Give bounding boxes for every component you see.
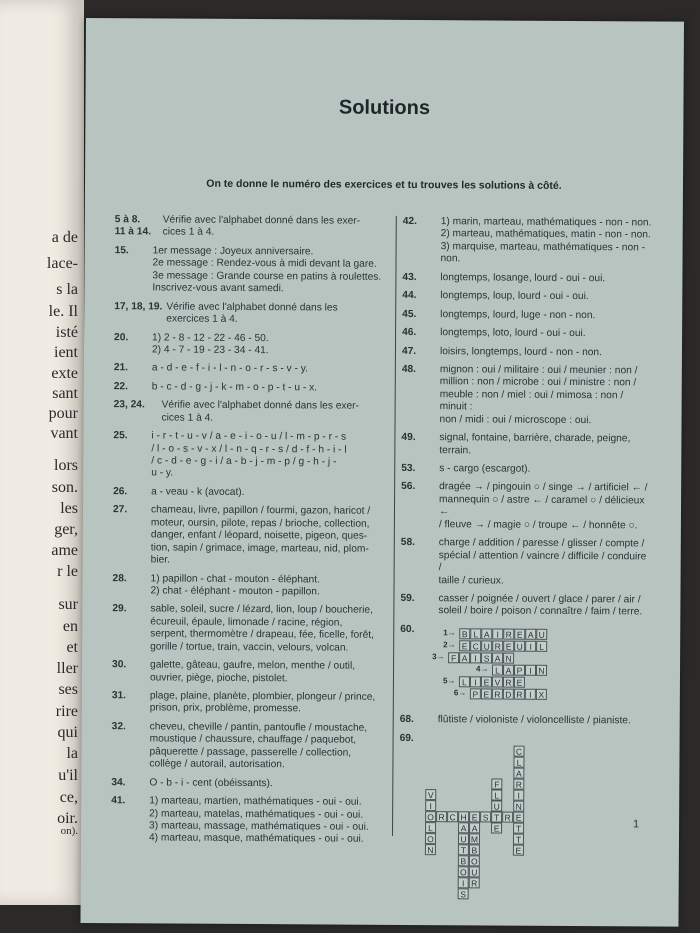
grid-cell: L [536, 641, 547, 652]
solution-entry [402, 364, 652, 428]
page-number: 1 [632, 818, 640, 831]
solution-entry [114, 245, 386, 296]
grid-row-label: 5→ [442, 676, 456, 686]
exercise-number: 49. [401, 432, 416, 444]
grid-row-label: 1→ [443, 628, 456, 638]
left-page-text-fragment: r le [57, 563, 78, 580]
left-page-text-fragment: ce, [59, 789, 78, 806]
solution-text: galette, gâteau, gaufre, melon, menthe / outil, ouvrier, piège, pioche, pistolet. [149, 659, 356, 684]
solution-text: flûtiste / violoniste / violoncelliste / pianiste. [437, 714, 631, 727]
exercise-number: 45. [402, 308, 417, 320]
exercise-number: 34. [111, 776, 126, 788]
grid-cell: E [459, 641, 470, 652]
solution-entry [402, 272, 652, 286]
exercise-number: 5 à 8. 11 à 14. [114, 214, 151, 238]
grid-cell: F [448, 652, 459, 663]
grid-cell: R [492, 689, 503, 700]
grid-cell: B [458, 855, 469, 866]
left-page-text-fragment: lace- [46, 255, 78, 272]
solution-entry [401, 432, 651, 458]
solution-entry [114, 381, 386, 395]
grid-cell: E [469, 811, 480, 822]
left-page-text-fragment: qui [57, 724, 78, 741]
grid-cell: P [514, 665, 525, 676]
left-page-text-fragment: exte [51, 365, 78, 382]
exercise-number: 60. [400, 623, 415, 635]
grid-cell: H [458, 811, 469, 822]
grid-cell: T [513, 823, 524, 834]
grid-cell: R [503, 677, 514, 688]
solution-entry [114, 301, 386, 328]
left-page-text-fragment: vant [50, 425, 78, 442]
exercise-number: 43. [402, 271, 417, 283]
grid-cell: L [513, 757, 524, 768]
grid-cell: I [425, 800, 436, 811]
left-page-text-fragment: rire [55, 703, 78, 720]
solution-text: cheveu, cheville / pantin, pantoufle / moustache, moustique / chaussure, chauffage / paquebot, pâquerette / passage, passerelle / collection, collège / autorail, autorisation. [149, 721, 368, 771]
intro-text: On te donne le numéro des exercices et tu trouves les solutions à côté. [206, 177, 562, 192]
grid-cell: E [503, 641, 514, 652]
grid-row-label: 2→ [443, 640, 456, 650]
exercise-number: 53. [401, 462, 416, 475]
grid-cell: O [425, 833, 436, 844]
exercise-number: 47. [401, 345, 417, 357]
solution-entry [402, 309, 652, 323]
grid-cell: S [458, 888, 469, 899]
solution-entry [113, 486, 385, 500]
solution-text: 1) 2 - 8 - 12 - 22 - 46 - 50. 2) 4 - 7 - 19 - 23 - 34 - 41. [151, 331, 269, 357]
left-page-text-fragment: la [66, 745, 78, 762]
grid-cell: A [481, 629, 492, 640]
grid-row-label: 3→ [432, 652, 445, 662]
grid-cell: I [492, 629, 503, 640]
exercise-number: 17, 18, 19. [114, 300, 163, 313]
exercise-number: 31. [111, 690, 127, 702]
grid-cell: A [469, 822, 480, 833]
grid-cell: O [458, 866, 469, 877]
solution-entry [113, 430, 385, 481]
solution-entry [111, 721, 383, 772]
exercise-number: 15. [114, 245, 129, 257]
grid-cell: N [425, 844, 436, 855]
exercise-number: 59. [400, 592, 415, 604]
grid-cell: R [492, 641, 503, 652]
left-page-text-fragment: son. [51, 479, 78, 496]
solution-text: longtemps, loto, lourd - oui - oui. [440, 327, 586, 340]
grid-cell: U [514, 641, 525, 652]
exercise-number: 20. [114, 331, 129, 343]
grid-cell: E [481, 677, 492, 688]
exercise-number: 48. [401, 363, 417, 375]
left-column [111, 214, 387, 852]
right-column [399, 216, 653, 917]
grid-cell: R [502, 812, 513, 823]
exercise-number: 23, 24. [113, 399, 145, 411]
exercise-number: 68. [399, 714, 414, 726]
grid-cell: N [503, 653, 514, 664]
left-page-text-fragment: isté [55, 324, 78, 341]
solution-text: 1) marin, marteau, mathématiques - non - non. 2) marteau, mathématiques, matin - non - non. 3) marquise, marteau, mathématiques - non - non. [440, 216, 652, 265]
grid-cell: R [469, 877, 480, 888]
solution-text: 1er message : Joyeux anniversaire. 2e message : Rendez-vous à midi devant la gare. 3e message : Grande course en patins à roulettes. Inscrivez-vous avant samedi. [152, 245, 382, 295]
left-page-text-fragment: le. Il [48, 303, 78, 320]
solution-entry [401, 463, 651, 477]
grid-cell: I [458, 877, 469, 888]
grid-cell: U [536, 629, 547, 640]
solution-text: O - b - i - cent (obéissants). [149, 777, 273, 789]
left-page-text-fragment: ger, [54, 521, 78, 538]
grid-cell: A [525, 629, 536, 640]
grid-cell: M [470, 834, 479, 845]
grid-cell: U [458, 833, 469, 844]
grid-cell: C [470, 641, 481, 652]
grid-cell: I [525, 641, 536, 652]
crossword-grid-69 [425, 745, 650, 916]
grid-cell: O [469, 855, 480, 866]
grid-cell: E [514, 629, 525, 640]
exercise-number: 46. [402, 326, 417, 339]
left-page [0, 0, 84, 905]
grid-cell: B [459, 629, 470, 640]
left-page-text-fragment: sant [52, 385, 78, 402]
grid-cell: N [536, 665, 547, 676]
solution-entry [111, 795, 383, 846]
left-page-text-fragment: ller [56, 660, 78, 677]
grid-cell: L [425, 822, 436, 833]
grid-cell: E [513, 845, 524, 856]
grid-cell: E [514, 677, 525, 688]
solution-entry [112, 604, 384, 655]
solution-text: longtemps, lourd, luge - non - non. [440, 308, 596, 321]
exercise-number: 44. [402, 290, 417, 302]
exercise-number: 69. [399, 732, 414, 744]
grid-cell: B [469, 844, 480, 855]
grid-cell: S [480, 812, 491, 823]
exercise-number: 58. [400, 537, 416, 549]
left-page-text-fragment: en [62, 618, 78, 635]
grid-cell: L [492, 665, 503, 676]
solution-text: sable, soleil, sucre / lézard, lion, loup / boucherie, écureuil, épaule, limonade / racine, région, serpent, thermomètre / drapeau, fée, ficelle, forêt, gorille / tortue, train, vaccin, velours, volcan. [150, 603, 374, 654]
grid-cell: N [513, 801, 524, 812]
page-title: Solutions [338, 96, 431, 120]
solution-entry [402, 290, 652, 304]
grid-cell: R [436, 811, 447, 822]
solution-entry [401, 537, 651, 588]
exercise-number: 22. [113, 380, 128, 393]
grid-cell: I [525, 689, 536, 700]
solution-text: Vérifie avec l'alphabet donné dans les exer- cices 1 à 4. [162, 214, 361, 239]
exercise-number: 25. [113, 430, 128, 442]
grid-cell: I [525, 665, 536, 676]
solution-text: dragée → / pingouin ○ / singe → / artificiel ← / mannequin ○ / astre ← / caramel ○ / délicieux ← / fleuve → / magie ○ / troupe ← / honnête ○. [438, 481, 648, 532]
grid-cell: O [425, 811, 436, 822]
solution-text: Vérifie avec l'alphabet donné dans les exer- cices 1 à 4. [161, 399, 359, 424]
crossword-grid-60 [432, 628, 651, 715]
solution-text: casser / poignée / ouvert / glace / parer / air / soleil / boire / poison / connaître / faim / terre. [438, 593, 643, 618]
grid-cell: U [481, 641, 492, 652]
grid-cell: I [470, 677, 481, 688]
solution-text: s - cargo (escargot). [439, 463, 531, 475]
grid-cell: V [425, 789, 436, 800]
solution-entry [402, 345, 652, 359]
solution-entry [400, 714, 650, 728]
grid-cell: R [513, 779, 524, 790]
solutions-page [80, 18, 684, 927]
exercise-number: 29. [112, 603, 127, 615]
solution-entry [112, 690, 384, 717]
exercise-number: 26. [113, 486, 128, 498]
grid-cell: V [492, 677, 503, 688]
solution-text: loisirs, longtemps, lourd - non - non. [439, 345, 602, 358]
left-page-text-fragment: a de [51, 229, 78, 246]
grid-cell: L [459, 677, 470, 688]
left-page-text-fragment: on). [60, 825, 78, 837]
grid-cell: F [491, 779, 502, 790]
solution-entry [111, 777, 383, 791]
solution-text: signal, fontaine, barrière, charade, peigne, terrain. [439, 432, 631, 456]
left-page-text-fragment: ses [58, 681, 78, 698]
grid-cell: C [447, 811, 458, 822]
solution-entry [113, 504, 385, 568]
grid-cell: T [458, 844, 469, 855]
grid-row-label: 6→ [453, 688, 467, 698]
solution-entry [112, 659, 384, 686]
grid-cell: L [491, 790, 502, 801]
left-page-text-fragment: ient [54, 344, 78, 361]
exercise-number: 30. [112, 659, 127, 671]
grid-cell: I [470, 653, 481, 664]
solution-text: plage, plaine, planète, plombier, plongeur / prince, prison, prix, problème, promesse. [149, 690, 376, 715]
exercise-number: 21. [113, 362, 129, 374]
grid-cell: A [458, 822, 469, 833]
left-page-text-fragment: lors [54, 457, 78, 474]
solution-text: mignon : oui / militaire : oui / meunier : non / million : non / microbe : oui / ministre : non / meuble : non / miel : oui / mimosa : non / minuit : non / midi : oui / microscope : oui. [439, 364, 638, 426]
grid-cell: T [513, 834, 524, 845]
grid-cell: X [536, 689, 547, 700]
solution-text: charge / addition / paresse / glisser / compte / spécial / attention / vaincre / difficile / conduire / taille / curieux. [438, 537, 647, 587]
grid-cell: R [503, 629, 514, 640]
exercise-number: 42. [402, 215, 417, 228]
solution-text: chameau, livre, papillon / fourmi, gazon, haricot / moteur, oursin, pilote, repas / brioche, collection, danger, enfant / léopard, noisette, pigeon, ques- tion, sapin / grimace, image, marteau, nid, plom- bier. [150, 504, 371, 566]
grid-cell: E [481, 689, 492, 700]
left-page-text-fragment: et [66, 639, 78, 656]
solution-entry [114, 332, 386, 359]
solution-text: longtemps, losange, lourd - oui - oui. [440, 271, 606, 284]
grid-row-label: 4→ [476, 664, 489, 674]
solution-entry [402, 327, 652, 341]
solution-entry [400, 593, 650, 619]
solution-text: a - veau - k (avocat). [151, 486, 245, 498]
solution-entry [401, 481, 651, 532]
solution-text: i - r - t - u - v / a - e - i - o - u / l - m - p - r - s / l - o - s - v - x / l - n - q - r - s / d - f - h - i - l / c - d - e - g - i / a - b - j - m - p / g - h - j - u - y. [151, 430, 347, 479]
grid-cell: S [481, 653, 492, 664]
left-page-text-fragment: pour [48, 405, 78, 422]
grid-cell: L [470, 629, 481, 640]
exercise-number: 41. [111, 795, 126, 807]
left-page-text-fragment: les [60, 500, 78, 517]
grid-cell: T [491, 812, 502, 823]
grid-cell: A [459, 653, 470, 664]
exercise-number: 28. [112, 572, 127, 584]
solution-entry [112, 573, 384, 600]
column-divider [392, 216, 397, 836]
solution-text: longtemps, loup, lourd - oui - oui. [440, 290, 589, 303]
solution-text: Vérifie avec l'alphabet donné dans les exercices 1 à 4. [166, 301, 338, 325]
grid-cell: P [470, 689, 481, 700]
left-page-text-fragment: sur [58, 596, 78, 613]
solution-text: 1) papillon - chat - mouton - éléphant. 2) chat - éléphant - mouton - papillon. [150, 572, 320, 598]
solution-entry [402, 216, 652, 267]
left-page-text-fragment: s la [56, 281, 78, 298]
left-page-text-fragment: ame [51, 542, 78, 559]
grid-cell: C [513, 746, 524, 757]
grid-cell: D [503, 689, 514, 700]
grid-cell: A [503, 665, 514, 676]
grid-cell: R [514, 689, 525, 700]
grid-cell: U [491, 801, 502, 812]
grid-cell: I [513, 790, 524, 801]
exercise-number: 27. [112, 504, 128, 516]
solution-text: a - d - e - f - i - l - n - o - r - s - v - y. [151, 362, 308, 375]
left-page-text-fragment: u'il [58, 767, 78, 784]
grid-cell: U [469, 866, 480, 877]
solution-text: 1) marteau, martien, mathématiques - oui - oui. 2) marteau, matelas, mathématiques - oui - oui. 3) marteau, massage, mathématiques - oui - oui. 4) marteau, masque, mathématiques - oui - oui. [148, 795, 369, 846]
solution-entry [115, 214, 387, 241]
grid-cell: A [492, 653, 503, 664]
exercise-number: 56. [401, 481, 416, 493]
grid-cell: E [513, 812, 524, 823]
grid-cell: E [491, 823, 502, 834]
exercise-number: 32. [111, 721, 126, 733]
solution-text: b - c - d - g - j - k - m - o - p - t - u - x. [151, 381, 318, 394]
solution-entry [114, 363, 386, 377]
left-page-text-fragment: oir. [57, 810, 78, 827]
grid-cell: A [513, 768, 524, 779]
solution-entry [114, 399, 386, 426]
